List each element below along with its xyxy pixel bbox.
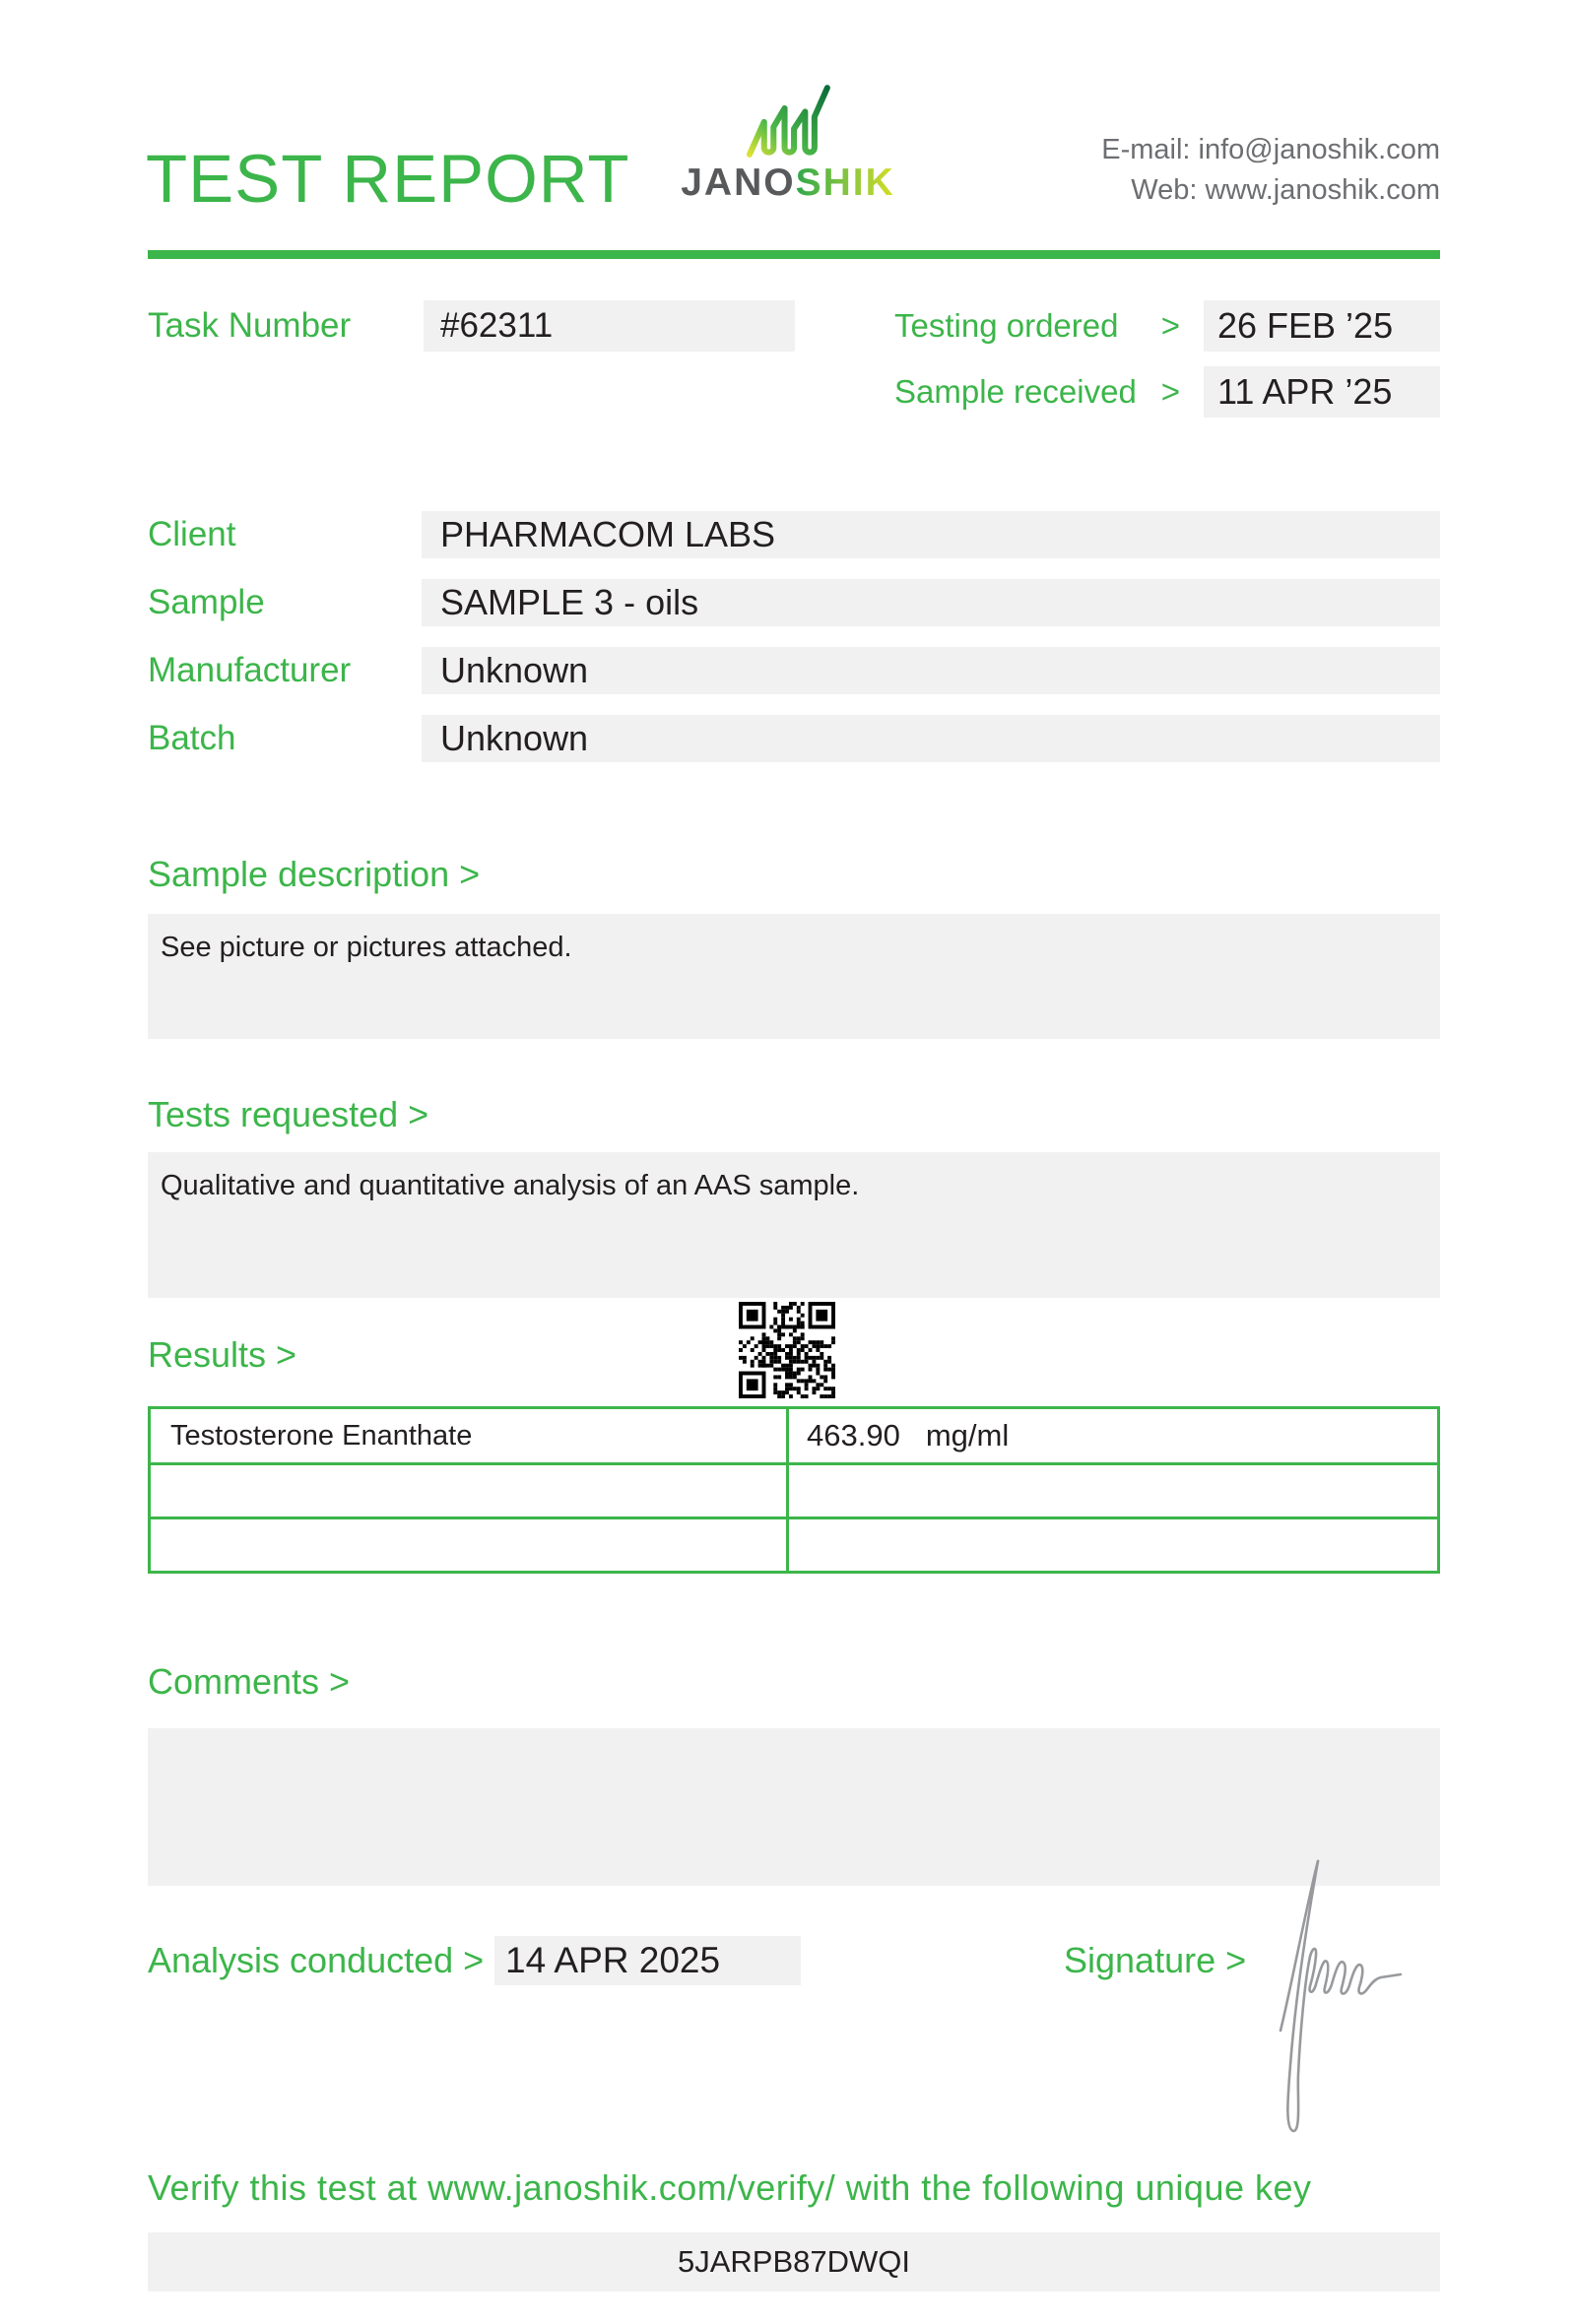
batch-label: Batch [148, 719, 236, 757]
janoshik-logo [670, 83, 906, 205]
task-number-value: #62311 [424, 300, 795, 352]
tests-requested-label: Tests requested > [148, 1094, 429, 1134]
verify-instruction: Verify this test at www.janoshik.com/verify/ with the following unique key [148, 2167, 1312, 2208]
contact-email: E-mail: info@janoshik.com [1101, 134, 1440, 165]
result-value-cell [788, 1464, 1439, 1518]
manufacturer-label: Manufacturer [148, 651, 352, 689]
signature-image [1246, 1843, 1404, 2139]
sample-received-label [894, 366, 1204, 418]
testing-ordered-value: 26 FEB ’25 [1204, 300, 1440, 352]
testing-ordered-row [894, 300, 1440, 352]
result-value-cell [788, 1518, 1439, 1573]
header-divider [148, 250, 1440, 259]
results-row [150, 1408, 1439, 1464]
results-table [148, 1406, 1440, 1574]
sample-value: SAMPLE 3 - oils [422, 579, 1440, 626]
comments-label: Comments > [148, 1661, 351, 1702]
logo-text-jano: JANO [681, 161, 796, 204]
analysis-conducted-label: Analysis conducted > [148, 1940, 485, 1980]
result-substance [150, 1464, 788, 1518]
qr-code [739, 1302, 835, 1398]
analysis-conducted-value: 14 APR 2025 [494, 1936, 801, 1985]
growth-chart-icon [741, 83, 835, 160]
client-value: PHARMACOM LABS [422, 511, 1440, 558]
result-substance [150, 1518, 788, 1573]
logo-text-shik: SHIK [795, 161, 895, 204]
sample-label: Sample [148, 583, 265, 621]
task-number-label: Task Number [148, 306, 352, 345]
results-row [150, 1518, 1439, 1573]
result-value-cell [788, 1408, 1439, 1464]
page-title: TEST REPORT [146, 141, 630, 217]
sample-received-arrow: > [1160, 373, 1180, 410]
sample-received-value: 11 APR ’25 [1204, 366, 1440, 418]
batch-row [148, 715, 1440, 762]
sample-description-label: Sample description > [148, 854, 481, 894]
results-label: Results > [148, 1334, 297, 1375]
signature-label: Signature > [1064, 1940, 1247, 1980]
unique-key: 5JARPB87DWQI [148, 2232, 1440, 2292]
sample-received-row [894, 366, 1440, 418]
client-label: Client [148, 515, 236, 553]
manufacturer-value: Unknown [422, 647, 1440, 694]
sample-received-text: Sample received [894, 373, 1137, 410]
batch-value: Unknown [422, 715, 1440, 762]
result-substance: Testosterone Enanthate [150, 1408, 788, 1464]
client-row [148, 511, 1440, 558]
manufacturer-row [148, 647, 1440, 694]
contact-web: Web: www.janoshik.com [1131, 174, 1440, 206]
testing-ordered-text: Testing ordered [894, 307, 1119, 344]
testing-ordered-label [894, 300, 1204, 352]
testing-ordered-arrow: > [1160, 307, 1180, 344]
contact-info [1101, 130, 1440, 211]
tests-requested-box: Qualitative and quantitative analysis of an AAS sample. [148, 1152, 1440, 1298]
result-unit: mg/ml [925, 1418, 1010, 1452]
sample-description-box: See picture or pictures attached. [148, 914, 1440, 1039]
results-row [150, 1464, 1439, 1518]
logo-wordmark [670, 161, 906, 205]
sample-row [148, 579, 1440, 626]
result-value: 463.90 [807, 1418, 900, 1452]
